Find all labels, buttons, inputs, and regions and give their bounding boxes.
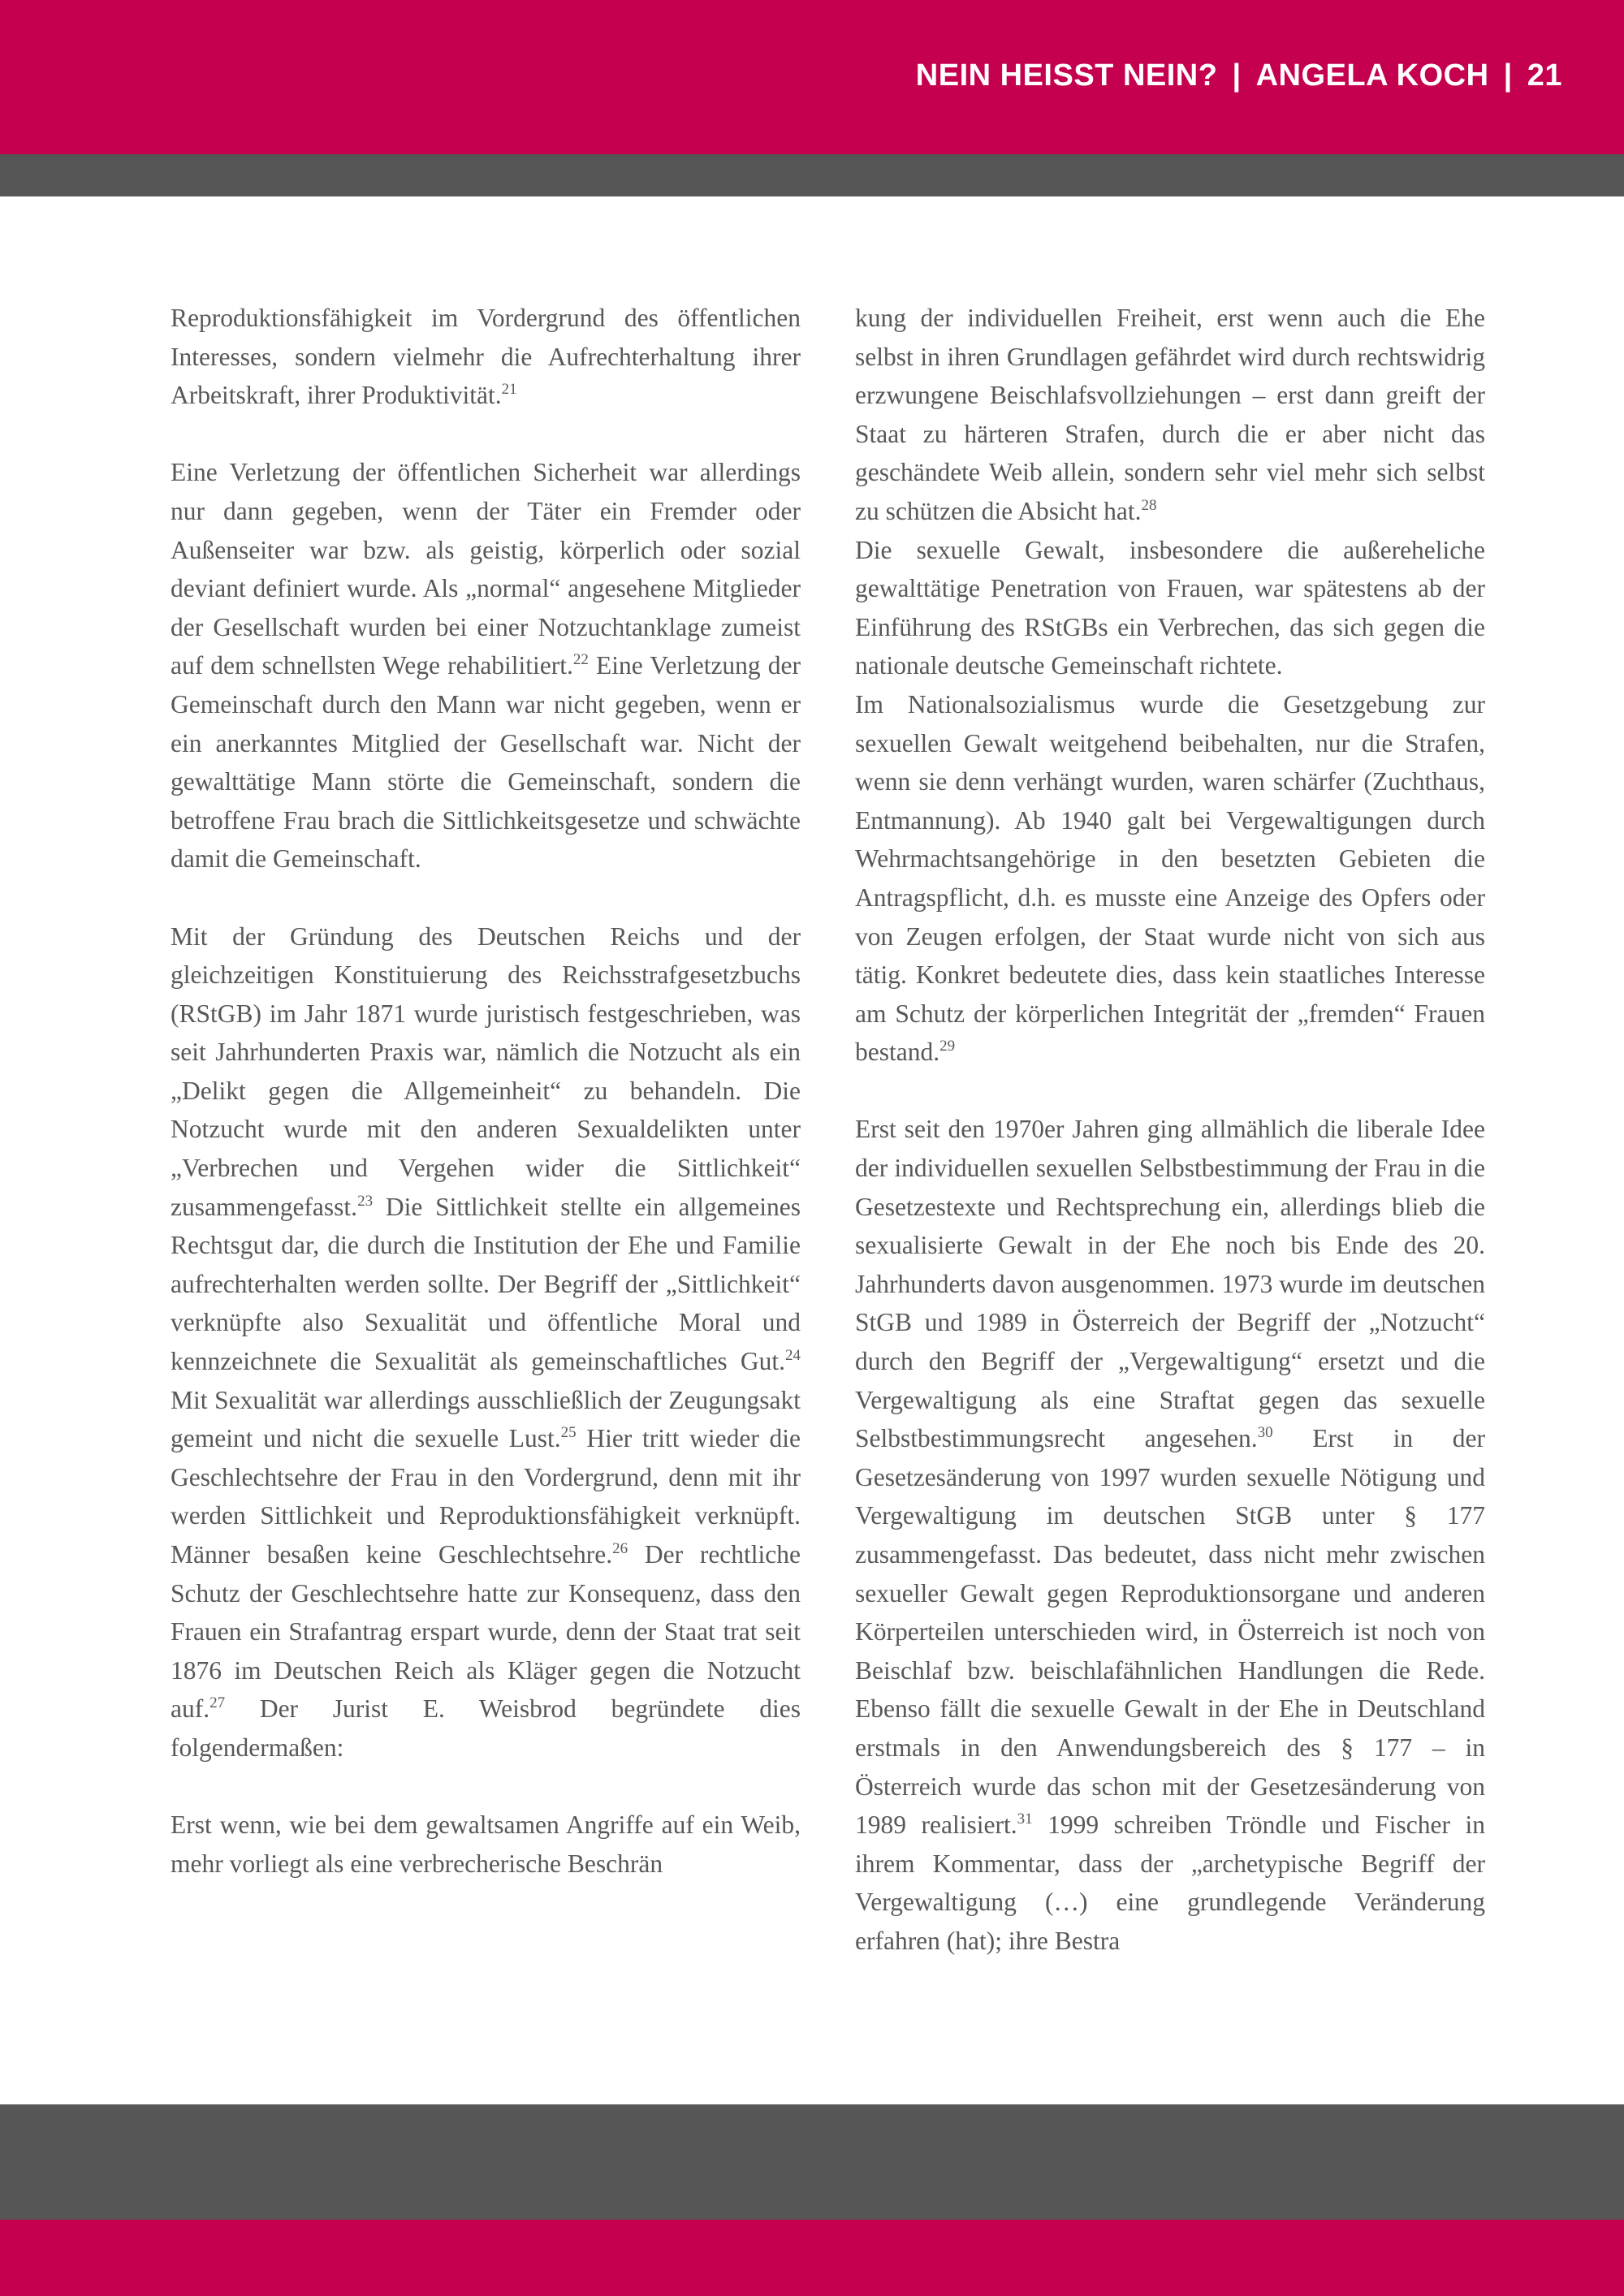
paragraph-text: Erst seit den 1970er Jahren ging allmählich die liberale Idee der individuellen sexuellen Selbstbestimmung der Frau in die Gesetzestexte und Rechtsprechung ein, allerdings blieb die sexualisierte Gewalt in der Ehe noch bis Ende des 20. Jahrhunderts davon ausgenommen. 1973 wurde im deutschen StGB und 1989 in Österreich der Begriff der „Notzucht“ durch den Begriff der „Vergewaltigung“ ersetzt und die Vergewaltigung als eine Straftat gegen das sexuelle Selbstbestimmungsrecht angesehen. [855, 1115, 1485, 1453]
footer-stripe [0, 2104, 1624, 2220]
quote-text: kung der individuellen Freiheit, erst wenn auch die Ehe selbst in ihren Grundlagen gefährdet wird durch rechtswidrig erzwungene Beischlafsvollziehungen – erst dann greift der Staat zu härteren Strafen, durch die er aber nicht das geschändete Weib allein, sondern sehr viel mehr sich selbst zu schützen die Absicht hat. [855, 304, 1485, 525]
footnote-ref: 21 [501, 381, 517, 399]
block-quote [855, 299, 1485, 531]
paragraph-text: Die Sittlichkeit stellte ein allgemeines Rechtsgut dar, die durch die Institution der Ehe und Familie aufrechterhalten werden sollte. Der Begriff der „Sittlichkeit“ verknüpfte also Sexualität und öffentliche Moral und kennzeichnete die Sexualität als gemeinschaftliches Gut. [171, 1192, 801, 1376]
footnote-ref: 24 [785, 1347, 801, 1365]
left-column [171, 299, 801, 1883]
footnote-ref: 22 [572, 651, 589, 669]
paragraph-text: Hier tritt wieder die Geschlechtsehre der Frau in den Vordergrund, denn mit ihr werden Sittlichkeit und Reproduktionsfähigkeit verknüpft. Männer besaßen keine Geschlechtsehre. [171, 1424, 801, 1569]
footnote-ref: 26 [612, 1540, 628, 1557]
footnote-ref: 27 [209, 1694, 226, 1712]
footnote-ref: 31 [1017, 1810, 1033, 1828]
paragraph [855, 685, 1485, 1072]
page-number: 21 [1527, 58, 1562, 93]
paragraph [855, 1110, 1485, 1960]
paragraph-text: Mit der Gründung des Deutschen Reichs und der gleichzeitigen Konstituierung des Reichsstrafgesetzbuchs (RStGB) im Jahr 1871 wurde juristisch festgeschrieben, was seit Jahrhunderten Praxis war, nämlich die Notzucht als ein „Delikt gegen die Allgemeinheit“ zu behandeln. Die Notzucht wurde mit den anderen Sexualdelikten unter „Verbrechen und Vergehen wider die Sittlichkeit“ zusammengefasst. [171, 921, 801, 1221]
paragraph [855, 531, 1485, 685]
paragraph-text: Mit Sexualität war allerdings ausschließlich der Zeugungsakt gemeint und nicht die sexuelle Lust. [171, 1385, 801, 1453]
paragraph [171, 299, 801, 415]
footnote-ref: 25 [560, 1424, 577, 1442]
paragraph-text: Die sexuelle Gewalt, insbesondere die außereheliche gewalttätige Penetration von Frauen, war spätestens ab der Einführung des RStGBs ein Verbrechen, das sich gegen die nationale deutsche Gemeinschaft richtete. [855, 535, 1485, 680]
footnote-ref: 29 [939, 1038, 956, 1055]
block-quote [171, 1806, 801, 1883]
paragraph-text: Erst in der Gesetzesänderung von 1997 wurden sexuelle Nötigung und Vergewaltigung im deutschen StGB unter § 177 zusammengefasst. Das bedeutet, dass nicht mehr zwischen sexueller Gewalt gegen Reproduktionsorgane und anderen Körperteilen unterschieden wird, in Österreich ist noch von Beischlaf bzw. beischlafähnlichen Handlungen die Rede. Ebenso fällt die sexuelle Gewalt in der Ehe in Deutschland erstmals in den Anwendungsbereich des § 177 – in Österreich wurde das schon mit der Gesetzesänderung von 1989 realisiert. [855, 1424, 1485, 1840]
paragraph-text: Im Nationalsozialismus wurde die Gesetzgebung zur sexuellen Gewalt weitgehend beibehalten, nur die Strafen, wenn sie denn verhängt wurden, waren schärfer (Zuchthaus, Entmannung). Ab 1940 galt bei Vergewaltigungen durch Wehrmachtsangehörige in den besetzten Gebieten die Antragspflicht, d.h. es musste eine Anzeige des Opfers oder von Zeugen erfolgen, der Staat wurde nicht von sich aus tätig. Konkret bedeutete dies, dass kein staatliches Interesse am Schutz der körperlichen Integrität der „fremden“ Frauen bestand. [855, 689, 1485, 1067]
footnote-ref: 28 [1141, 496, 1157, 514]
paragraph-text: 1999 schreiben Tröndle und Fischer in ihrem Kommentar, dass der „archetypische Begriff der Vergewaltigung (…) eine grundlegende Veränderung erfahren (hat); ihre Bestra [855, 1810, 1485, 1955]
right-column [855, 299, 1485, 1961]
header-stripe [0, 154, 1624, 196]
quote-text: Erst wenn, wie bei dem gewaltsamen Angriffe auf ein Weib, mehr vorliegt als eine verbrecherische Beschrän [171, 1810, 801, 1878]
running-header [916, 58, 1562, 93]
footnote-ref: 23 [357, 1192, 374, 1210]
paragraph [171, 917, 801, 1767]
header-separator: | [1232, 58, 1242, 93]
paragraph-text: Reproduktionsfähigkeit im Vordergrund des öffentlichen Interesses, sondern vielmehr die Aufrechterhaltung ihrer Arbeitskraft, ihrer Produktivität. [171, 304, 801, 410]
paragraph-text: Eine Verletzung der öffentlichen Sicherheit war allerdings nur dann gegeben, wenn der Täter ein Fremder oder Außenseiter war bzw. als geistig, körperlich oder sozial deviant definiert wurde. Als „normal“ angesehene Mitglieder der Gesellschaft wurden bei einer Notzuchtanklage zumeist auf dem schnellsten Wege rehabilitiert. [171, 458, 801, 680]
footnote-ref: 30 [1257, 1424, 1273, 1442]
header-separator: | [1503, 58, 1513, 93]
paragraph-text: Der Jurist E. Weisbrod begründete dies folgendermaßen: [171, 1694, 801, 1762]
header-title: NEIN HEISST NEIN? [915, 58, 1218, 93]
header-author: ANGELA KOCH [1255, 58, 1489, 93]
paragraph [171, 453, 801, 878]
paragraph-text: Der rechtliche Schutz der Geschlechtsehre hatte zur Konsequenz, dass den Frauen ein Strafantrag erspart wurde, denn der Staat trat seit 1876 im Deutschen Reich als Kläger gegen die Notzucht auf. [171, 1540, 801, 1724]
footer-band [0, 2220, 1624, 2296]
paragraph-text: Eine Verletzung der Gemeinschaft durch den Mann war nicht gegeben, wenn er ein anerkanntes Mitglied der Gesellschaft war. Nicht der gewalttätige Mann störte die Gemeinschaft, sondern die betroffene Frau brach die Sittlichkeitsgesetze und schwächte damit die Gemeinschaft. [171, 651, 801, 874]
